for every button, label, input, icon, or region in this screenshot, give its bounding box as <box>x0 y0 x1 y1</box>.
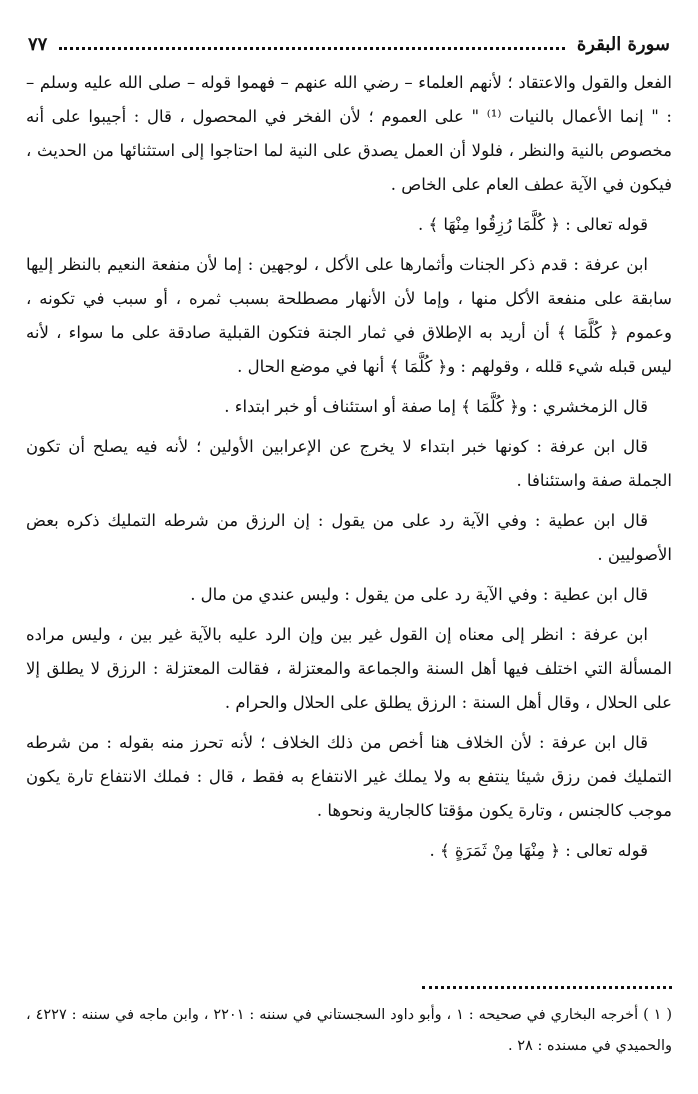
header-dotted-rule <box>59 47 565 50</box>
paragraph: قال ابن عطية : وفي الآية رد على من يقول : إن الرزق من شرطه التمليك ذكره بعض الأصوليين . <box>26 511 672 564</box>
page-number: ٧٧ <box>28 33 48 55</box>
paragraph: ابن عرفة : قدم ذكر الجنات وأثمارها على الأكل ، لوجهين : إما لأن منفعة النعيم بالنظر إليها سابقة على منفعة الأكل منها ، وإما لأن الأنهار مصطلحة بسبب ثمره ، أو سبب في تكونه ، وعموم ﴿ كُلَّمَا ﴾ أن أريد به الإطلاق في ثمار الجنة فتكون القبلية صادقة على ما سواء ، لأنه ليس قبله شيء قلله ، وقولهم : و﴿ كُلَّمَا ﴾ أنها في موضع الحال . <box>26 255 672 376</box>
paragraph: قوله تعالى : ﴿ مِنْهَا مِنْ ثَمَرَةٍ ﴾ . <box>429 841 648 860</box>
footnote-separator <box>422 986 672 989</box>
paragraph: قال ابن عرفة : لأن الخلاف هنا أخص من ذلك الخلاف ؛ لأنه تحرز منه بقوله : من شرطه التمليك فمن رزق شيئا ينتفع به ولا يملك غير الانتفاع به فقط ، قال : فملك الانتفاع تارة يكون موجب كالجنس ، وتارة يكون مؤقتا كالجارية ونحوها . <box>26 733 672 820</box>
paragraph: قال الزمخشري : و﴿ كُلَّمَا ﴾ إما صفة أو استئناف أو خبر ابتداء . <box>224 397 648 416</box>
paragraph: قال ابن عرفة : كونها خبر ابتداء لا يخرج عن الإعرابين الأولين ؛ لأنه فيه يصلح أن تكون الجملة صفة واستئنافا . <box>26 437 672 490</box>
footnote-block <box>26 1000 672 1062</box>
paragraph: ابن عرفة : انظر إلى معناه إن القول غير بين وإن الرد عليه بالآية غير بين ، وليس مراده المسألة التي اختلف فيها أهل السنة والجماعة والمعتزلة ، فقالت المعتزلة : الرزق لا يطلق إلا على الحلال ، وقال أهل السنة : الرزق يطلق على الحلال والحرام . <box>26 625 672 712</box>
paragraph: قال ابن عطية : وفي الآية رد على من يقول : وليس عندي من مال . <box>190 585 648 604</box>
surah-title: سورة البقرة <box>576 33 670 55</box>
paragraph: الفعل والقول والاعتقاد ؛ لأنهم العلماء – رضي الله عنهم – فهموا قوله – صلى الله عليه وسلم – : " إنما الأعمال بالنيات ⁽¹⁾ " على العموم ؛ لأن الفخر في المحصول ، قال : أجيبوا على أنه مخصوص بالنية والنظر ، فلولا أن العمل يصدق على النية لما احتاجوا إلى استثنائها من الحديث ، فيكون في الآية عطف العام على الخاص . <box>26 73 672 194</box>
main-text <box>26 66 672 868</box>
footnote-text: ( ١ ) أخرجه البخاري في صحيحه : ١ ، وأبو داود السجستاني في سننه : ٢٢٠١ ، وابن ماجه في سننه : ٤٢٢٧ ، والحميدي في مسنده : ٢٨ . <box>26 1007 672 1054</box>
page-header <box>28 30 670 58</box>
paragraph: قوله تعالى : ﴿ كُلَّمَا رُزِقُوا مِنْهَا ﴾ . <box>417 215 648 234</box>
